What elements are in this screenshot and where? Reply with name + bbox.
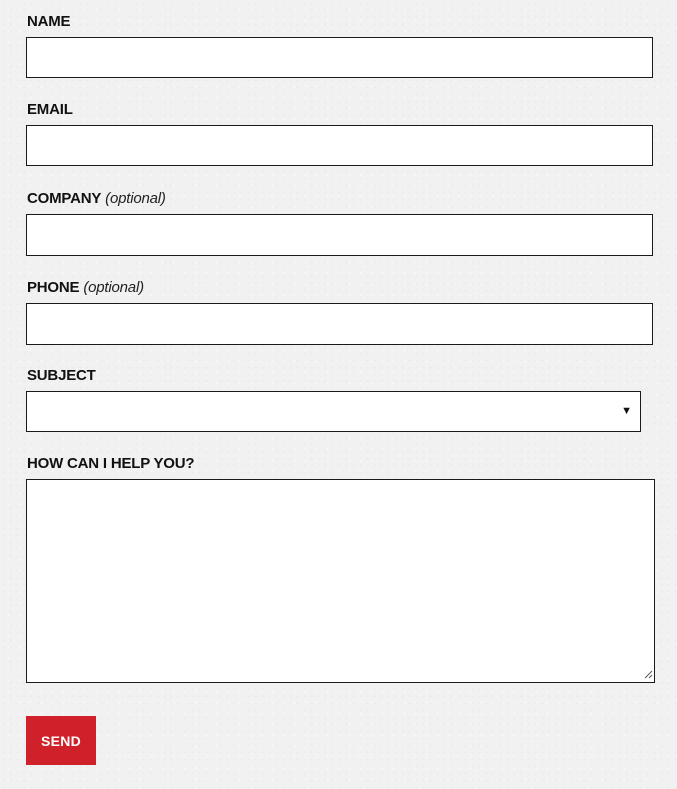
message-label-text: HOW CAN I HELP YOU? [27, 455, 195, 472]
subject-label-text: SUBJECT [27, 367, 96, 384]
send-button[interactable]: SEND [26, 716, 96, 765]
subject-select[interactable] [26, 391, 641, 432]
phone-label [27, 279, 144, 297]
resize-grip-icon[interactable] [644, 670, 653, 679]
company-input[interactable] [26, 214, 653, 256]
phone-label-text: PHONE [27, 279, 80, 296]
email-label-text: EMAIL [27, 101, 73, 118]
company-label-text: COMPANY [27, 190, 102, 207]
caret-down-icon: ▼ [621, 405, 632, 417]
name-label-text: NAME [27, 13, 71, 30]
company-optional-note: (optional) [105, 190, 166, 207]
name-input[interactable] [26, 37, 653, 78]
company-label [27, 190, 166, 208]
message-label [27, 455, 194, 473]
subject-label [27, 367, 96, 385]
phone-input[interactable] [26, 303, 653, 345]
name-label [27, 13, 70, 31]
email-input[interactable] [26, 125, 653, 166]
email-label [27, 101, 73, 119]
message-textarea[interactable] [26, 479, 655, 683]
phone-optional-note: (optional) [83, 279, 144, 296]
